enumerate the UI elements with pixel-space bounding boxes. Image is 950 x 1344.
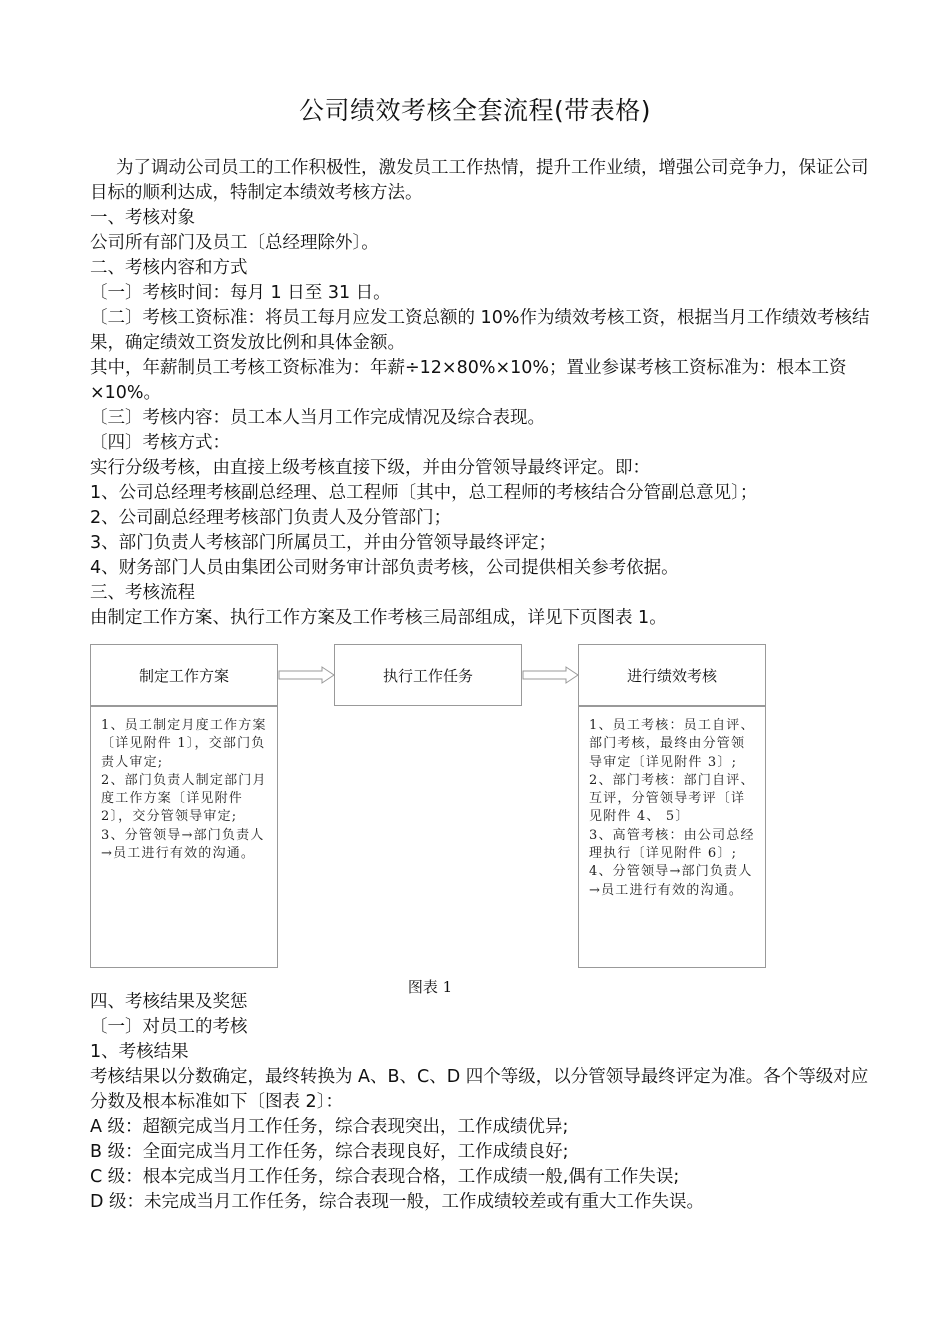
process-intro: 由制定工作方案、执行工作方案及工作考核三局部组成，详见下页图表 1。	[90, 608, 667, 628]
flow-box-plan-title: 制定工作方案	[138, 666, 229, 685]
section-three-heading: 三、考核流程	[90, 583, 195, 603]
method-item-3: 3、部门负责人考核部门所属员工，并由分管领导最终评定；	[90, 533, 557, 553]
flow-box-execute-title: 执行工作任务	[382, 666, 473, 685]
assessment-time: 〔一〕考核时间：每月 1 日至 31 日。	[90, 283, 391, 303]
assessment-result-desc: 考核结果以分数确定，最终转换为 A、B、C、D 四个等级，以分管领导最终评定为准。各个等级对应分数及根本标准如下〔图表 2〕：	[90, 1067, 869, 1112]
salary-standard-detail: 其中，年薪制员工考核工资标准为：年薪÷12×80%×10%；置业参谋考核工资标准为：根本工资×10%。	[90, 358, 847, 403]
assessment-result-heading: 1、考核结果	[90, 1042, 189, 1062]
grade-d: D 级：未完成当月工作任务，综合表现一般，工作成绩较差或有重大工作失误。	[90, 1192, 705, 1212]
flow-box-plan	[90, 644, 278, 706]
assessment-method-desc: 实行分级考核，由直接上级考核直接下级，并由分管领导最终评定。即：	[90, 458, 650, 478]
assessment-target: 公司所有部门及员工〔总经理除外〕。	[90, 233, 379, 253]
flow-box-execute	[334, 644, 522, 706]
section-four-heading: 四、考核结果及奖惩	[90, 992, 248, 1012]
section-one-heading: 一、考核对象	[90, 208, 195, 228]
method-item-1: 1、公司总经理考核副总经理、总工程师〔其中，总工程师的考核结合分管副总意见〕；	[90, 483, 758, 503]
flow-box-evaluate-title: 进行绩效考核	[626, 666, 717, 685]
flow-box-evaluate-details: 1、员工考核：员工自评、部门考核，最终由分管领导审定〔详见附件 3〕; 2、部门考核：部门自评、互评，分管领导考评〔详见附件 4、 5〕 3、高管考核：由公司总经理执行〔详见附件 6〕; 4、分管领导→部门负责人→员工进行有效的沟通。	[578, 706, 766, 968]
employee-assessment-heading: 〔一〕对员工的考核	[90, 1017, 248, 1037]
flow-arrow-right-icon	[522, 666, 580, 684]
salary-standard: 〔二〕考核工资标准：将员工每月应发工资总额的 10%作为绩效考核工资，根据当月工作绩效考核结果，确定绩效工资发放比例和具体金额。	[90, 308, 870, 353]
document-title: 公司绩效考核全套流程(带表格)	[298, 96, 651, 125]
flow-box-evaluate	[578, 644, 766, 706]
grade-c: C 级：根本完成当月工作任务，综合表现合格，工作成绩一般,偶有工作失误;	[90, 1167, 680, 1187]
assessment-content: 〔三〕考核内容：员工本人当月工作完成情况及综合表现。	[90, 408, 545, 428]
method-item-2: 2、公司副总经理考核部门负责人及分管部门；	[90, 508, 452, 528]
figure-caption: 图表 1	[407, 978, 453, 996]
assessment-method-heading: 〔四〕考核方式：	[90, 433, 230, 453]
flow-arrow-right-icon	[278, 666, 336, 684]
grade-a: A 级：超额完成当月工作任务，综合表现突出，工作成绩优异;	[90, 1117, 569, 1137]
section-two-heading: 二、考核内容和方式	[90, 258, 248, 278]
intro-paragraph: 为了调动公司员工的工作积极性，激发员工工作热情，提升工作业绩，增强公司竞争力，保证公司目标的顺利达成，特制定本绩效考核方法。	[90, 158, 869, 203]
flow-box-plan-details: 1、员工制定月度工作方案〔详见附件 1〕，交部门负责人审定; 2、部门负责人制定部门月度工作方案〔详见附件 2〕，交分管领导审定; 3、分管领导→部门负责人→员工进行有效的沟通。	[90, 706, 278, 968]
method-item-4: 4、财务部门人员由集团公司财务审计部负责考核，公司提供相关参考依据。	[90, 558, 679, 578]
grade-b: B 级：全面完成当月工作任务，综合表现良好，工作成绩良好;	[90, 1142, 569, 1162]
